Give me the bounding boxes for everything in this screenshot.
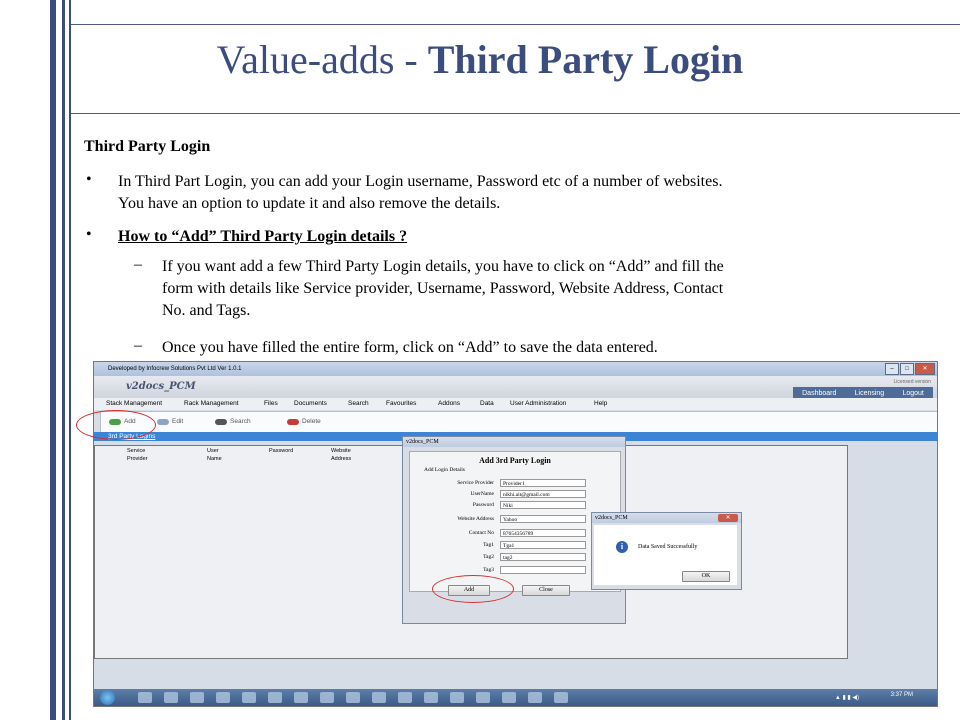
- section-heading: Third Party Login: [84, 138, 211, 155]
- taskbar-app-icon[interactable]: [450, 692, 464, 703]
- field-row: [410, 490, 620, 499]
- menu-documents[interactable]: Documents: [294, 400, 327, 407]
- column-header[interactable]: Service Provider: [127, 448, 148, 462]
- taskbar-folder-icon[interactable]: [164, 692, 178, 703]
- menu-files[interactable]: Files: [264, 400, 278, 407]
- taskbar-app-icon[interactable]: [528, 692, 542, 703]
- start-button-icon[interactable]: [100, 690, 115, 705]
- field-label: Password: [472, 502, 494, 508]
- taskbar-app-icon[interactable]: [346, 692, 360, 703]
- app-title-bar: [94, 362, 937, 376]
- menu-addons[interactable]: Addons: [438, 400, 461, 407]
- annotation-ellipse: [432, 575, 514, 603]
- dialog-title-bar: v2docs_PCM: [403, 437, 625, 447]
- success-message-box: [591, 512, 742, 590]
- field-row: [410, 515, 620, 524]
- bullet1-line2: You have an option to update it and also remove the details.: [118, 195, 501, 212]
- field-row: [410, 529, 620, 538]
- taskbar-app-icon[interactable]: [502, 692, 516, 703]
- taskbar-app-icon[interactable]: [554, 692, 568, 703]
- left-accent-bar-1: [50, 0, 56, 720]
- menu-user-administration[interactable]: User Administration: [510, 400, 567, 407]
- dash-marker: –: [134, 337, 142, 354]
- search-icon: [215, 419, 227, 425]
- edit-icon: [157, 419, 169, 425]
- field-label: Tag2: [483, 554, 494, 560]
- close-icon[interactable]: ✕: [915, 363, 935, 375]
- left-accent-bar-3: [69, 0, 71, 720]
- add-label: Add: [124, 418, 136, 425]
- field-label: Tag3: [483, 567, 494, 573]
- taskbar-clock: 3:37 PM: [890, 692, 913, 698]
- minimize-icon[interactable]: –: [885, 363, 899, 375]
- taskbar-firefox-icon[interactable]: [268, 692, 282, 703]
- sub1-line3: No. and Tags.: [162, 302, 251, 319]
- sub1-line2: form with details like Service provider, Username, Password, Website Address, Contact: [162, 280, 724, 297]
- licensed-label: Licensed version: [893, 379, 931, 385]
- add-login-form: [409, 451, 621, 592]
- nav-logout[interactable]: Logout: [902, 389, 924, 397]
- form-add-button[interactable]: Add: [448, 585, 490, 596]
- taskbar-media-icon[interactable]: [190, 692, 204, 703]
- field-row: [410, 501, 620, 510]
- form-close-button[interactable]: Close: [522, 585, 570, 596]
- message-window-title: v2docs_PCM: [595, 515, 628, 521]
- field-label: Website Address: [457, 516, 494, 522]
- how-to-heading: How to “Add” Third Party Login details ?: [118, 228, 408, 245]
- message-title-bar: [592, 513, 741, 523]
- field-row: [410, 553, 620, 562]
- delete-icon: [287, 419, 299, 425]
- app-logo: v2docs_PCM: [126, 381, 196, 392]
- taskbar-app-icon[interactable]: [398, 692, 412, 703]
- nav-dashboard[interactable]: Dashboard: [802, 389, 837, 397]
- field-label: Contact No: [468, 530, 494, 536]
- nav-licensing[interactable]: Licensing: [854, 389, 885, 397]
- service-provider-input[interactable]: Provider1: [500, 479, 586, 487]
- column-header[interactable]: User Name: [207, 448, 222, 462]
- field-label: Tag1: [483, 542, 494, 548]
- app-header: [94, 376, 937, 398]
- taskbar-ie-icon[interactable]: [138, 692, 152, 703]
- slide-title: Value-adds - Third Party Login: [216, 37, 744, 82]
- message-text: Data Saved Successfully: [638, 544, 698, 550]
- taskbar-app-icon[interactable]: [294, 692, 308, 703]
- window-controls: [885, 363, 935, 375]
- website-address-input[interactable]: Yahoo: [500, 515, 586, 523]
- field-row: [410, 566, 620, 575]
- delete-label: Delete: [302, 418, 321, 425]
- form-title: Add 3rd Party Login: [479, 456, 551, 465]
- menu-data[interactable]: Data: [480, 400, 494, 407]
- field-row: [410, 541, 620, 550]
- windows-taskbar: [94, 689, 937, 706]
- menu-bar: [94, 398, 937, 410]
- column-header[interactable]: Website Address: [331, 448, 352, 462]
- username-input[interactable]: nikhi.ait@gmail.com: [500, 490, 586, 498]
- contact-no-input[interactable]: 87654356789: [500, 529, 586, 537]
- title-rule: [71, 113, 960, 114]
- field-label: Service Provider: [457, 480, 494, 486]
- column-header[interactable]: Password: [269, 448, 294, 454]
- app-window-title: Developed by Infocrew Solutions Pvt Ltd Ver 1.0.1: [108, 366, 242, 372]
- tag2-input[interactable]: tag2: [500, 553, 586, 561]
- taskbar-vs-icon[interactable]: [216, 692, 230, 703]
- annotation-ellipse: [76, 410, 156, 440]
- message-body: [594, 525, 737, 585]
- menu-favourites[interactable]: Favourites: [386, 400, 417, 407]
- bullet-marker: •: [86, 171, 92, 188]
- delete-button[interactable]: [287, 418, 321, 425]
- form-section-label: Add Login Details: [424, 467, 465, 473]
- ok-button[interactable]: OK: [682, 571, 730, 582]
- tag1-input[interactable]: Tga1: [500, 541, 586, 549]
- toolbar: [100, 411, 938, 433]
- menu-help[interactable]: Help: [594, 400, 608, 407]
- bullet-marker: •: [86, 226, 92, 243]
- search-button[interactable]: [215, 418, 251, 425]
- field-label: UserName: [470, 491, 494, 497]
- sub-bullet-2: Once you have filled the entire form, click on “Add” to save the data entered.: [162, 339, 658, 356]
- tab-label: 3rd Party Logins: [108, 433, 156, 440]
- field-row: [410, 479, 620, 488]
- taskbar-app-icon[interactable]: [320, 692, 334, 703]
- edit-label: Edit: [172, 418, 184, 425]
- dash-marker: –: [134, 256, 142, 273]
- search-label: Search: [230, 418, 251, 425]
- taskbar-app-icon[interactable]: [242, 692, 256, 703]
- taskbar-app-icon[interactable]: [476, 692, 490, 703]
- menu-rack-management[interactable]: Rack Management: [184, 400, 239, 407]
- bullet1-line1: In Third Part Login, you can add your Login username, Password etc of a number of websites.: [118, 173, 723, 190]
- sub-bullet-1: [162, 256, 952, 322]
- bullet-text: [118, 171, 948, 215]
- taskbar-app-icon[interactable]: [372, 692, 386, 703]
- taskbar-app-icon[interactable]: [424, 692, 438, 703]
- edit-button[interactable]: [157, 418, 183, 425]
- info-icon: i: [616, 541, 628, 553]
- left-accent-bar-2: [62, 0, 65, 720]
- system-tray-icons[interactable]: ▲ ▮ ▮ ◀): [834, 695, 859, 701]
- sub1-line1: If you want add a few Third Party Login details, you have to click on “Add” and fill the: [162, 258, 724, 275]
- menu-stack-management[interactable]: Stack Management: [106, 400, 163, 407]
- maximize-icon[interactable]: □: [900, 363, 914, 375]
- tag3-input[interactable]: [500, 566, 586, 574]
- top-rule: [71, 24, 960, 25]
- close-icon[interactable]: ✕: [718, 514, 738, 522]
- password-input[interactable]: Niki: [500, 501, 586, 509]
- menu-search[interactable]: Search: [348, 400, 369, 407]
